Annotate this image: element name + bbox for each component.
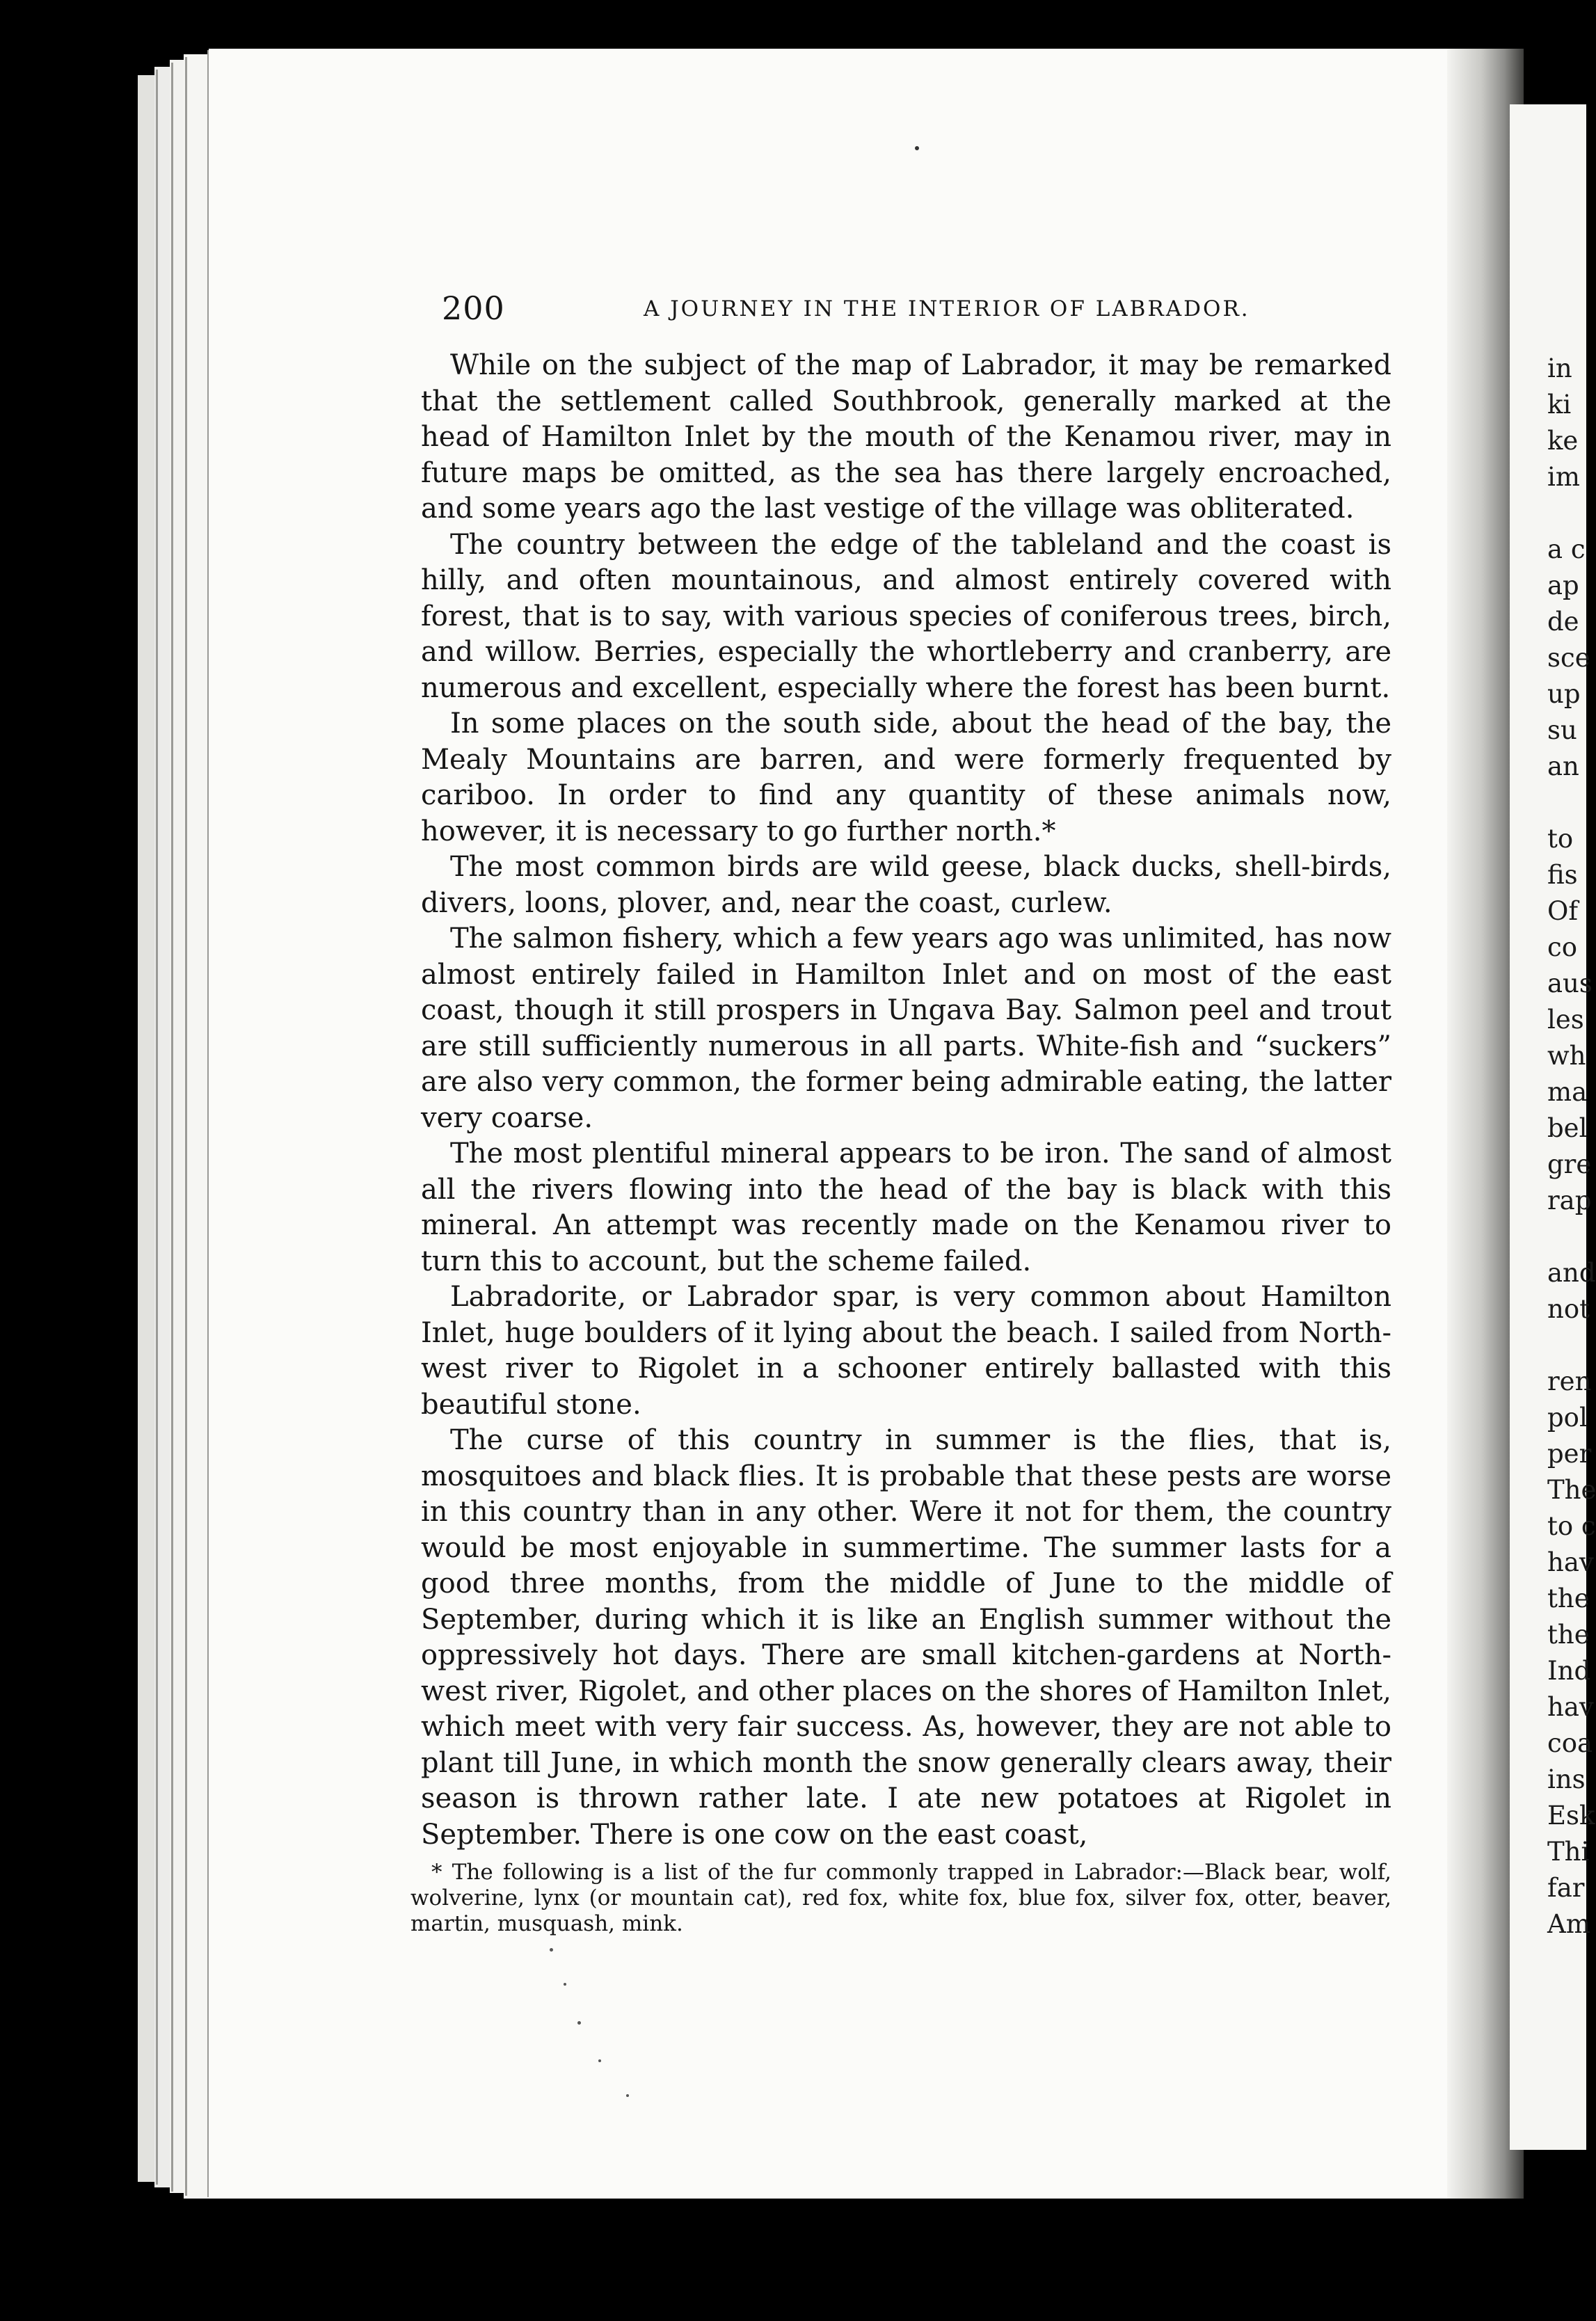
paragraph: The most common birds are wild geese, black ducks, shell-birds, divers, loons, plover, and, near the coast, curlew.: [421, 851, 1391, 919]
facing-page-fragment: coa: [1547, 1728, 1593, 1758]
facing-page-fragment: ki: [1547, 390, 1572, 420]
facing-page-fragment: a c: [1547, 534, 1586, 564]
facing-page-fragment: up: [1547, 679, 1581, 709]
facing-page-fragment: les: [1547, 1005, 1584, 1035]
facing-page-fragment: an: [1547, 751, 1579, 781]
facing-page-fragment: in: [1547, 353, 1572, 383]
scan-speck: [577, 2021, 581, 2025]
facing-page-fragment: per: [1547, 1439, 1592, 1469]
page-header: [442, 289, 1402, 331]
paragraph: While on the subject of the map of Labrador, it may be remarked that the settlement called Southbrook, generally marked at the head of Hamilton Inlet by the mouth of the Kenamou river, may in future maps be omitted, as the sea has there largely encroached, and some years ago the last vestige of the village was obliterated.: [421, 349, 1391, 525]
facing-page-fragment: im: [1547, 462, 1580, 492]
facing-page-fragment: fis: [1547, 860, 1578, 890]
scan-speck: [550, 1948, 553, 1952]
facing-page-fragment: gre: [1547, 1149, 1592, 1179]
paragraph: The salmon fishery, which a few years ago was unlimited, has now almost entirely failed in Hamilton Inlet and on most of the east coast, though it still prospers in Ungava Bay. Salmon peel and trout are still sufficiently numerous in all parts. White-fish and “suckers” are also very common, the former being admirable eating, the latter very coarse.: [421, 923, 1391, 1134]
scan-speck: [564, 1983, 566, 1986]
facing-page-fragment: to c: [1547, 1511, 1596, 1541]
facing-page-fragment: Thi: [1547, 1837, 1590, 1867]
facing-page-fragment: aus: [1547, 968, 1593, 998]
facing-page-fragment: far: [1547, 1873, 1585, 1903]
footnote: [410, 1860, 1391, 1937]
facing-page-fragment: su: [1547, 715, 1577, 745]
facing-page-fragment: ins: [1547, 1764, 1586, 1794]
paragraph: The country between the edge of the tableland and the coast is hilly, and often mountainous, and almost entirely covered with forest, that is to say, with various species of coniferous trees, birch, and willow. Berries, especially the whortleberry and cranberry, are numerous and excellent, especially where the forest has been burnt.: [421, 528, 1391, 704]
paragraph: In some places on the south side, about the head of the bay, the Mealy Mountains are barren, and were formerly frequented by cariboo. In order to find any quantity of these animals now, however, it is necessary to go further north.*: [421, 708, 1391, 847]
page-edge-line: [185, 57, 187, 2196]
facing-page-fragment: pol: [1547, 1403, 1588, 1433]
page-edge: [138, 75, 156, 2182]
facing-page-fragment: wh: [1547, 1041, 1586, 1071]
scan-speck: [626, 2094, 629, 2097]
facing-page-fragment: sce: [1547, 643, 1590, 673]
facing-page-fragment: ren: [1547, 1366, 1592, 1396]
facing-page-fragment: hav: [1547, 1692, 1594, 1722]
paragraph: The curse of this country in summer is the flies, that is, mosquitoes and black flies. It is probable that these pests are worse in this country than in any other. Were it not for them, the country would be most enjoyable in summertime. The summer lasts for a good three months, from the middle of June to the middle of September, during which it is like an English summer without the oppressively hot days. There are small kitchen-gardens at North-west river, Rigolet, and other places on the shores of Hamilton Inlet, which meet with very fair success. As, however, they are not able to plant till June, in which month the snow generally clears away, their season is thrown rather late. I ate new potatoes at Rigolet in September. There is one cow on the east coast,: [421, 1424, 1391, 1851]
facing-page-fragment: the: [1547, 1620, 1590, 1650]
facing-page-fragment: not: [1547, 1294, 1590, 1324]
facing-page-fragment: co: [1547, 932, 1577, 962]
facing-page-fragment: hav: [1547, 1547, 1594, 1577]
facing-page-fragment: rap: [1547, 1186, 1592, 1215]
facing-page-fragment: and: [1547, 1258, 1596, 1288]
facing-page-fragment: Am: [1547, 1909, 1590, 1939]
body-text: [421, 348, 1391, 1853]
footnote-text: * The following is a list of the fur commonly trapped in Labrador:—Black bear, wolf, wolverine, lynx (or mountain cat), red fox, white fox, blue fox, silver fox, otter, beaver, martin, musquash, mink.: [410, 1860, 1391, 1936]
paragraph: The most plentiful mineral appears to be iron. The sand of almost all the rivers flowing into the head of the bay is black with this mineral. An attempt was recently made on the Kenamou river to turn this to account, but the scheme failed.: [421, 1138, 1391, 1277]
facing-page-fragment: de: [1547, 607, 1579, 637]
scan-speck: [915, 146, 919, 150]
scan-speck: [598, 2059, 601, 2062]
page-edge-line: [156, 70, 158, 2185]
page-edge-line: [171, 63, 173, 2192]
facing-page-fragment: ap: [1547, 571, 1579, 600]
facing-page-fragment: ma: [1547, 1077, 1588, 1107]
facing-page-fragment: ke: [1547, 426, 1579, 456]
facing-page-fragment: Of: [1547, 896, 1579, 926]
facing-page-fragment: bel: [1547, 1113, 1588, 1143]
facing-page-fragment: the: [1547, 1584, 1590, 1613]
paragraph: Labradorite, or Labrador spar, is very common about Hamilton Inlet, huge boulders of it lying about the beach. I sailed from North-west river to Rigolet in a schooner entirely ballasted with this beautiful stone.: [421, 1281, 1391, 1421]
running-title: A JOURNEY IN THE INTERIOR OF LABRADOR.: [644, 296, 1250, 321]
facing-page-fragment: to: [1547, 824, 1574, 854]
facing-page-fragment: Esk: [1547, 1801, 1595, 1831]
page-number: 200: [442, 289, 505, 327]
facing-page-fragment: Ind: [1547, 1656, 1591, 1686]
facing-page-fragment: The: [1547, 1475, 1596, 1505]
